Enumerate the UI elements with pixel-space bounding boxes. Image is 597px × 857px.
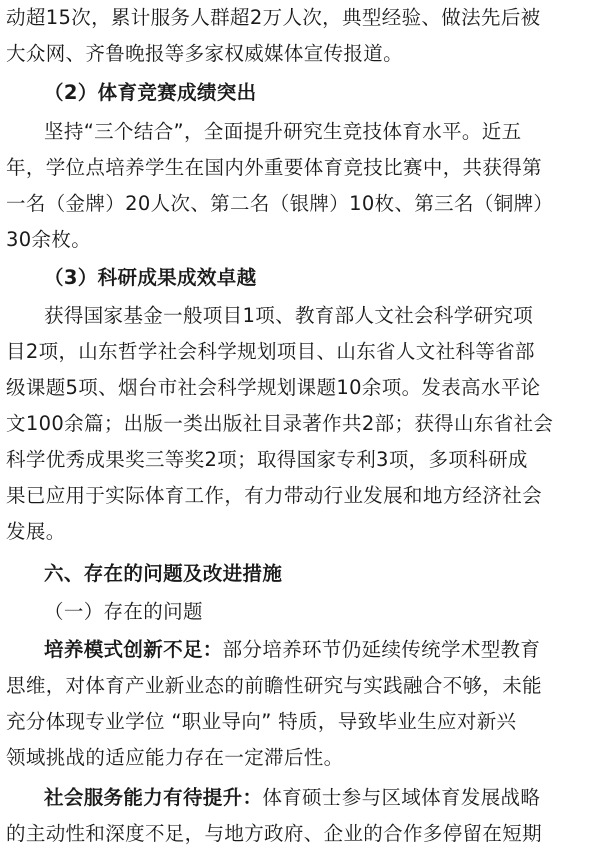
paragraph-line: 目2项，山东哲学社会科学规划项目、山东省人文社科等省部 <box>6 340 535 363</box>
paragraph-line: 果已应用于实际体育工作，有力带动行业发展和地方经济社会 <box>6 484 542 507</box>
paragraph-line: 充分体现专业学位 “职业导向” 特质，导致毕业生应对新兴 <box>6 710 517 733</box>
paragraph-line <box>44 632 594 668</box>
paragraph-line-text: 体育硕士参与区域体育发展战略 <box>262 786 541 809</box>
paragraph-lead: 社会服务能力有待提升： <box>44 786 263 809</box>
paragraph-line: 大众网、齐鲁晚报等多家权威媒体宣传报道。 <box>6 42 404 65</box>
paragraph-line: 科学优秀成果奖三等奖2项；取得国家专利3项，多项科研成 <box>6 448 528 471</box>
section-heading: （3）科研成果成效卓越 <box>44 266 257 289</box>
paragraph-line-text: 部分培养环节仍延续传统学术型教育 <box>222 638 541 661</box>
paragraph-line: 领域挑战的适应能力存在一定滞后性。 <box>6 746 344 769</box>
paragraph-line: 动超15次，累计服务人群超2万人次，典型经验、做法先后被 <box>6 6 541 29</box>
paragraph-line: 级课题5项、烟台市社会科学规划课题10余项。发表高水平论 <box>6 376 541 399</box>
paragraph-line: 一名（金牌）20人次、第二名（银牌）10枚、第三名（铜牌） <box>6 192 554 215</box>
section-heading: （2）体育竞赛成绩突出 <box>44 81 257 104</box>
paragraph-line <box>44 780 594 816</box>
paragraph-line: 坚持“三个结合”，全面提升研究生竞技体育水平。近五 <box>44 120 522 143</box>
paragraph-line: 发展。 <box>6 520 66 543</box>
paragraph-line: 思维，对体育产业新业态的前瞻性研究与实践融合不够，未能 <box>6 674 542 697</box>
paragraph-line: 30余枚。 <box>6 228 92 251</box>
chapter-heading: 六、存在的问题及改进措施 <box>44 562 283 585</box>
paragraph-line: 的主动性和深度不足，与地方政府、企业的合作多停留在短期 <box>6 822 542 845</box>
paragraph-line: 文100余篇；出版一类出版社目录著作共2部；获得山东省社会 <box>6 412 554 435</box>
subsection-heading: （一）存在的问题 <box>44 600 203 623</box>
paragraph-line: 年，学位点培养学生在国内外重要体育竞技比赛中，共获得第 <box>6 156 542 179</box>
paragraph-lead: 培养模式创新不足： <box>44 638 223 661</box>
paragraph-line: 获得国家基金一般项目1项、教育部人文社会科学研究项 <box>44 304 534 327</box>
